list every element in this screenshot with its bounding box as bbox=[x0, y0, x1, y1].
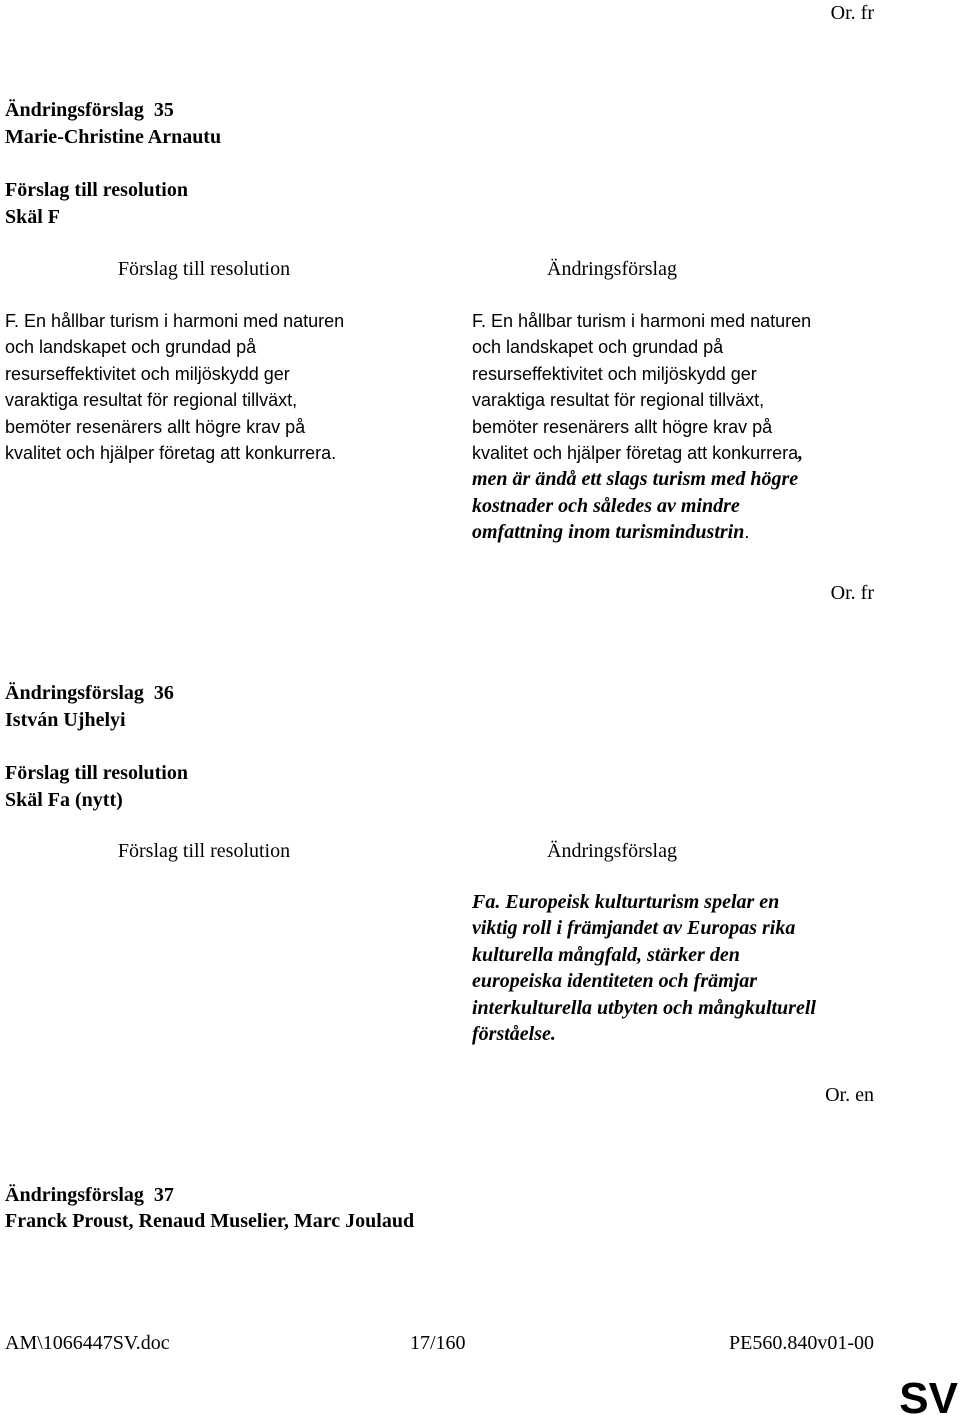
inserted-text: kostnader och således av mindre bbox=[472, 494, 740, 517]
text-line-with-insert: kvalitet och hjälper företag att konkurrera, bbox=[472, 442, 804, 465]
text-line: kvalitet och hjälper företag att konkurrera. bbox=[5, 443, 337, 464]
original-language: Or. fr bbox=[830, 582, 874, 604]
amendment-number: Ändringsförslag 36 bbox=[5, 682, 174, 704]
amended-text bbox=[472, 308, 892, 546]
amendment-number: Ändringsförslag 35 bbox=[5, 99, 174, 121]
document-reference: AM\1066447SV.doc bbox=[5, 1332, 170, 1354]
inserted-text: men är ändå ett slags turism med högre bbox=[472, 468, 799, 491]
text-line: varaktiga resultat för regional tillväxt, bbox=[472, 390, 765, 411]
proposal-label: Förslag till resolution bbox=[5, 179, 188, 201]
inserted-text: interkulturella utbyten och mångkulturell bbox=[472, 996, 816, 1019]
original-language: Or. en bbox=[825, 1084, 874, 1106]
text-line: och landskapet och grundad på bbox=[5, 337, 257, 358]
original-language: Or. fr bbox=[830, 2, 874, 24]
pe-reference: PE560.840v01-00 bbox=[729, 1332, 874, 1354]
inserted-text: kulturella mångfald, stärker den bbox=[472, 943, 740, 966]
text-line: F. En hållbar turism i harmoni med naturen bbox=[5, 311, 345, 331]
amendment-author: Marie-Christine Arnautu bbox=[5, 126, 222, 148]
amendment-author: István Ujhelyi bbox=[5, 709, 126, 731]
text-line: resurseffektivitet och miljöskydd ger bbox=[472, 363, 757, 384]
inserted-text: omfattning inom turismindustrin bbox=[472, 521, 745, 544]
inserted-text: viktig roll i främjandet av Europas rika bbox=[472, 917, 796, 940]
text-line: F. En hållbar turism i harmoni med naturen bbox=[472, 311, 812, 331]
column-heading-amendment: Ändringsförslag bbox=[547, 840, 677, 862]
section-reference: Skäl F bbox=[5, 206, 61, 228]
text-line: bemöter resenärers allt högre krav på bbox=[472, 416, 773, 437]
text-line: och landskapet och grundad på bbox=[472, 337, 724, 358]
text-line: resurseffektivitet och miljöskydd ger bbox=[5, 363, 290, 384]
language-code: SV bbox=[899, 1374, 958, 1423]
amendment-author: Franck Proust, Renaud Muselier, Marc Joulaud bbox=[5, 1210, 415, 1232]
inserted-text: Fa. Europeisk kulturturism spelar en bbox=[472, 891, 780, 913]
amended-text bbox=[472, 889, 892, 1047]
amendment-number: Ändringsförslag 37 bbox=[5, 1184, 174, 1206]
text-line-with-insert: omfattning inom turismindustrin. bbox=[472, 521, 750, 544]
inserted-text: , bbox=[798, 442, 804, 465]
inserted-text: förståelse. bbox=[472, 1023, 556, 1046]
text-line: bemöter resenärers allt högre krav på bbox=[5, 416, 306, 437]
section-reference: Skäl Fa (nytt) bbox=[5, 789, 123, 811]
inserted-text: europeiska identiteten och främjar bbox=[472, 970, 757, 993]
proposal-label: Förslag till resolution bbox=[5, 762, 188, 784]
column-heading-original: Förslag till resolution bbox=[117, 258, 291, 280]
column-heading-amendment: Ändringsförslag bbox=[547, 258, 677, 280]
text-line: varaktiga resultat för regional tillväxt, bbox=[5, 390, 298, 411]
page-number: 17/160 bbox=[410, 1332, 466, 1354]
original-text bbox=[5, 308, 425, 466]
column-heading-original: Förslag till resolution bbox=[117, 840, 291, 862]
